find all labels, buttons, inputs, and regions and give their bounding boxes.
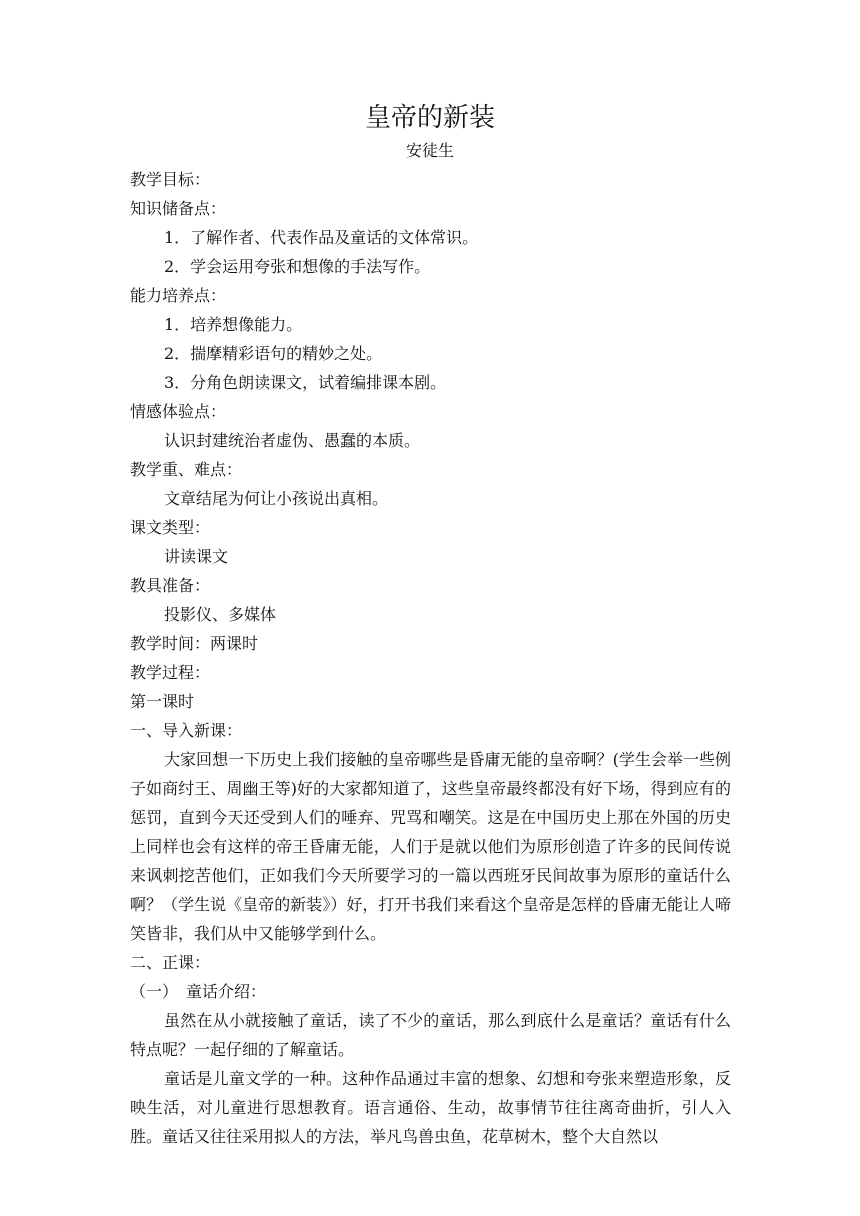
section-heading: 教具准备： [130,576,211,595]
section-heading: 能力培养点： [130,286,227,305]
section-heading: 课文类型： [130,518,211,537]
section-text: 文章结尾为何让小孩说出真相。 [164,489,389,508]
section-text: 认识封建统治者虚伪、愚蠢的本质。 [164,431,421,450]
section-heading: 一、导入新课： [130,721,243,740]
list-item: 2．学会运用夸张和想像的手法写作。 [164,257,431,276]
section-heading: 知识储备点： [130,199,227,218]
document-body [130,165,731,1151]
section-heading: 教学过程： [130,663,211,682]
section-heading: 教学目标： [130,170,211,189]
section-heading: 情感体验点： [130,402,227,421]
list-item: 3．分角色朗读课文，试着编排课本剧。 [164,373,447,392]
paragraph: 大家回想一下历史上我们接触的皇帝哪些是昏庸无能的皇帝啊？(学生会举一些例子如商纣王、周幽王等)好的大家都知道了，这些皇帝最终都没有好下场，得到应有的惩罚，直到今天还受到人们的唾弃、咒骂和嘲笑。这是在中国历史上那在外国的历史上同样也会有这样的帝王昏庸无能，人们于是就以他们为原形创造了许多的民间传说来讽刺挖苦他们，正如我们今天所要学习的一篇以西班牙民间故事为原形的童话什么啊？（学生说《皇帝的新装》）好，打开书我们来看这个皇帝是怎样的昏庸无能让人啼笑皆非，我们从中又能够学到什么。 [130,750,731,943]
section-text: 讲读课文 [164,547,229,566]
section-heading: 教学重、难点： [130,460,243,479]
list-item: 2．揣摩精彩语句的精妙之处。 [164,344,383,363]
section-heading: 二、正课： [130,953,211,972]
paragraph: 童话是儿童文学的一种。这种作品通过丰富的想象、幻想和夸张来塑造形象，反映生活，对儿童进行思想教育。语言通俗、生动，故事情节往往离奇曲折，引人入胜。童话又往往采用拟人的方法，举凡鸟兽虫鱼，花草树木，整个大自然以 [130,1069,731,1146]
section-heading: 教学时间：两课时 [130,634,259,653]
document-author: 安徒生 [405,141,454,160]
list-item: 1．了解作者、代表作品及童话的文体常识。 [164,228,479,247]
section-heading: （一） 童话介绍： [130,982,267,1001]
section-heading: 第一课时 [130,692,195,711]
section-text: 投影仪、多媒体 [164,605,277,624]
paragraph: 虽然在从小就接触了童话，读了不少的童话，那么到底什么是童话？童话有什么特点呢？一起仔细的了解童话。 [130,1011,731,1059]
list-item: 1．培养想像能力。 [164,315,303,334]
document-title: 皇帝的新装 [364,103,495,133]
